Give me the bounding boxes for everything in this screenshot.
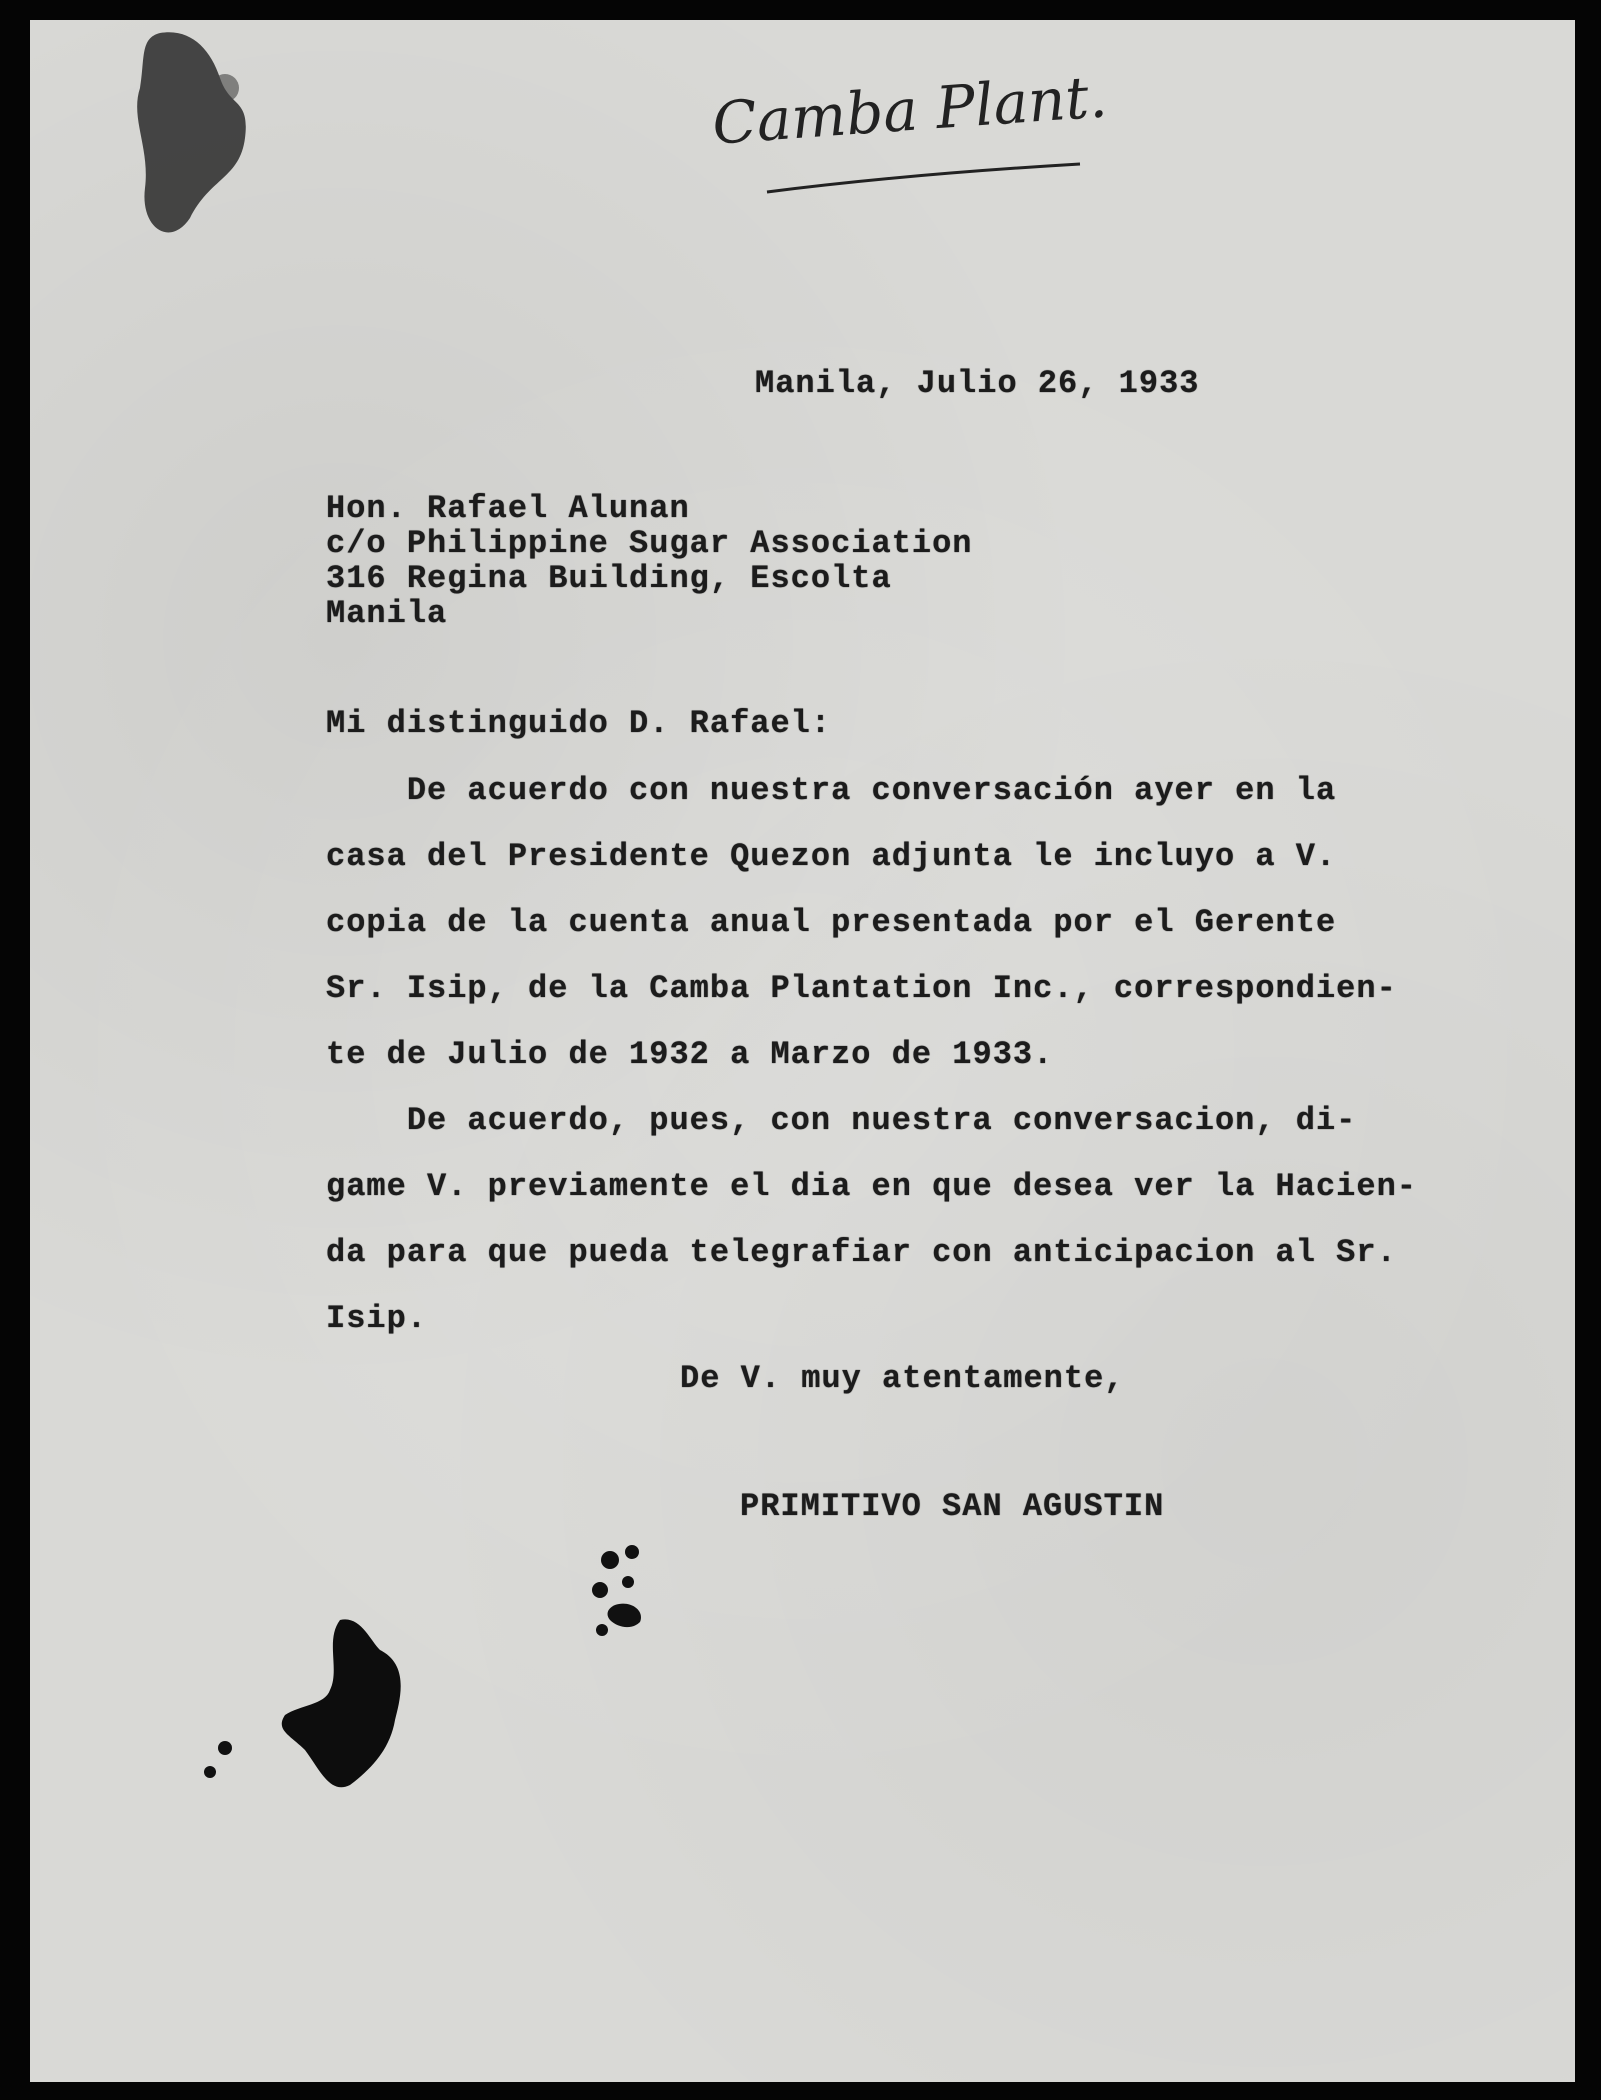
ink-blot-dots — [570, 1530, 680, 1660]
body-line: Isip. — [326, 1300, 428, 1337]
dateline: Manila, Julio 26, 1933 — [755, 365, 1200, 402]
closing: De V. muy atentamente, — [680, 1360, 1125, 1397]
ink-stain-top-left — [130, 28, 280, 258]
ink-blot-large — [270, 1610, 460, 1800]
body-line: De acuerdo, pues, con nuestra conversacion, di- — [326, 1102, 1357, 1139]
address-line: Manila — [326, 595, 448, 632]
body-line: da para que pueda telegrafiar con anticipacion al Sr. — [326, 1234, 1397, 1271]
address-line: Hon. Rafael Alunan — [326, 490, 690, 527]
salutation: Mi distinguido D. Rafael: — [326, 705, 832, 742]
handwritten-annotation: Camba Plant. — [710, 62, 1110, 158]
body-line: te de Julio de 1932 a Marzo de 1933. — [326, 1036, 1054, 1073]
body-line: game V. previamente el dia en que desea ver la Hacien- — [326, 1168, 1417, 1205]
body-line: De acuerdo con nuestra conversación ayer en la — [326, 772, 1337, 809]
address-line: c/o Philippine Sugar Association — [326, 525, 973, 562]
body-line: casa del Presidente Quezon adjunta le incluyo a V. — [326, 838, 1337, 875]
address-line: 316 Regina Building, Escolta — [326, 560, 892, 597]
annotation-underline — [765, 160, 1085, 200]
body-line: copia de la cuenta anual presentada por el Gerente — [326, 904, 1337, 941]
signature-name: PRIMITIVO SAN AGUSTIN — [740, 1488, 1165, 1525]
letter-page — [30, 20, 1575, 2082]
ink-blot-small — [190, 1730, 250, 1790]
body-line: Sr. Isip, de la Camba Plantation Inc., correspondien- — [326, 970, 1397, 1007]
